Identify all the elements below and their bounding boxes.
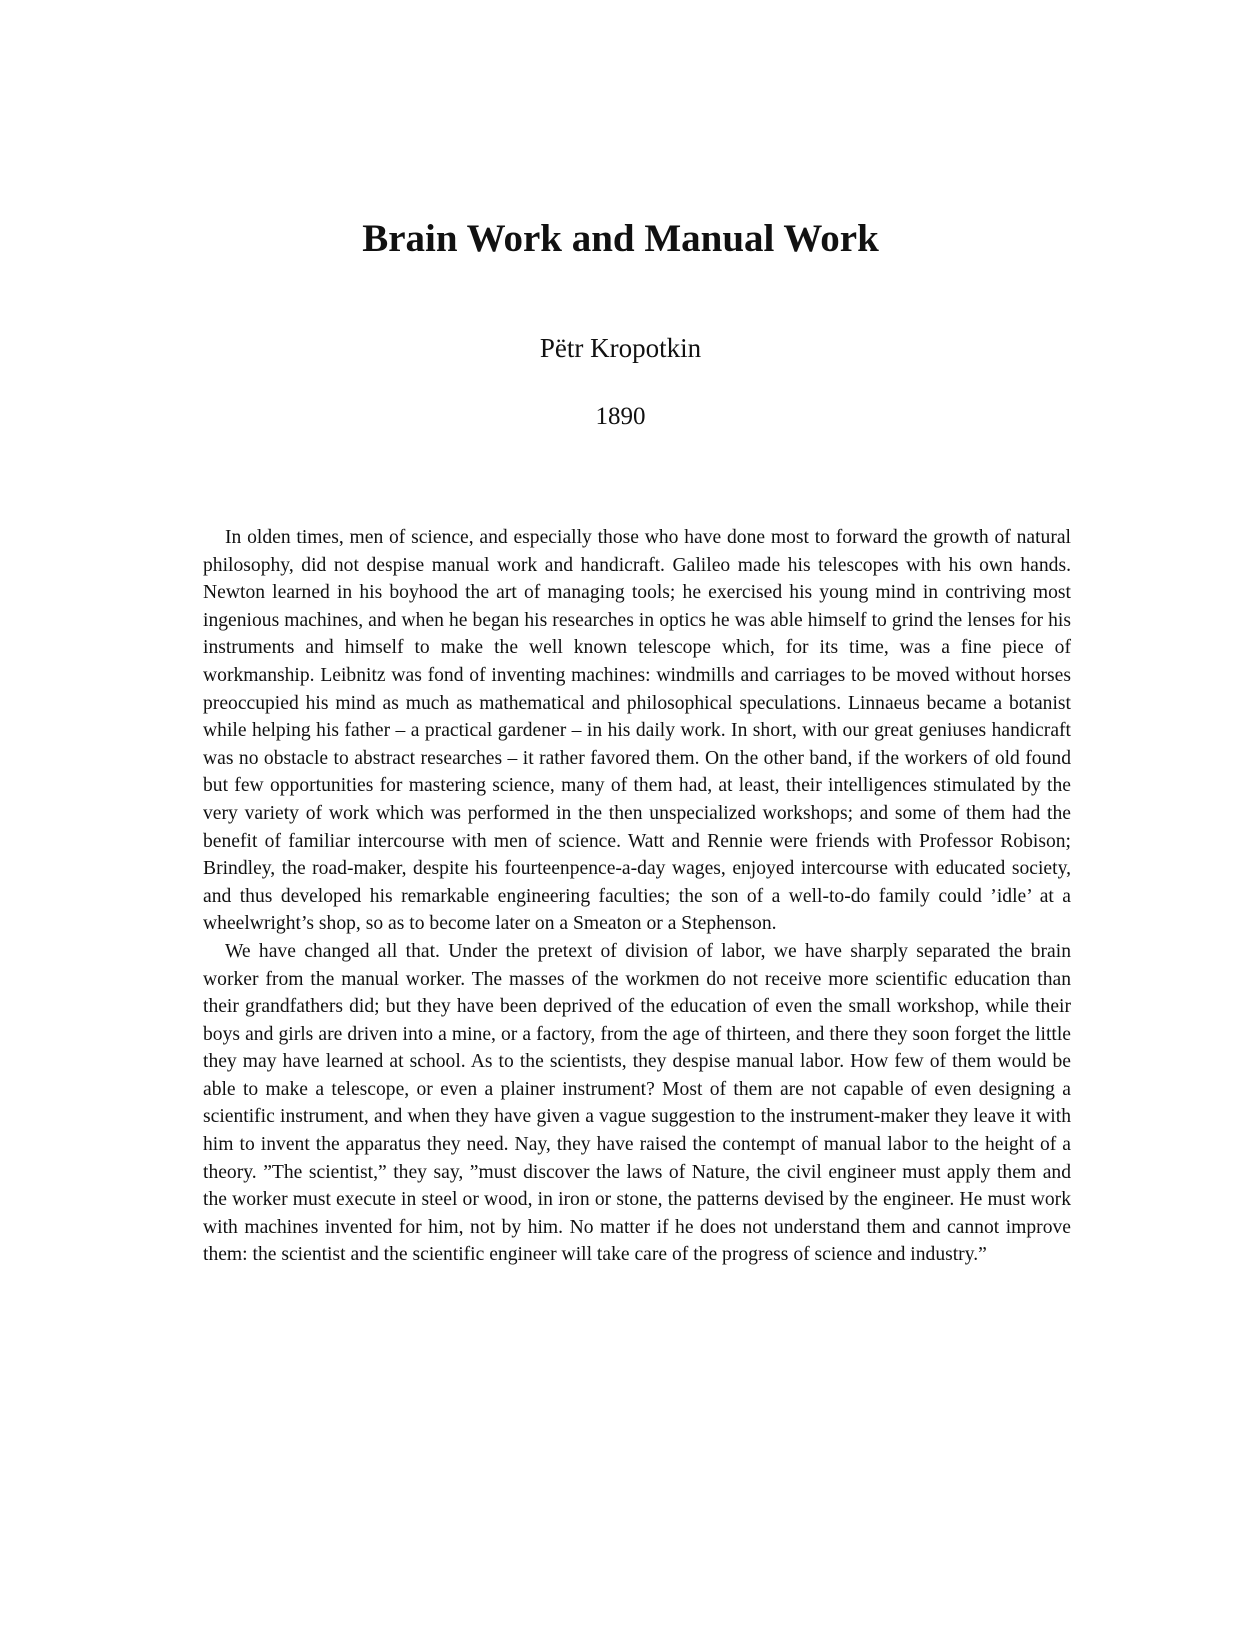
- document-title: Brain Work and Manual Work: [362, 217, 879, 260]
- publication-year: 1890: [595, 403, 646, 430]
- paragraph: We have changed all that. Under the pretext of division of labor, we have sharply separated the brain worker from the manual worker. The masses of the workmen do not receive more scientific education than their grandfathers did; but they have been deprived of the education of even the small workshop, while their boys and girls are driven into a mine, or a factory, from the age of thirteen, and there they soon forget the little they may have learned at school. As to the scientists, they despise manual labor. How few of them would be able to make a telescope, or even a plainer instrument? Most of them are not capable of even designing a scientific instrument, and when they have given a vague suggestion to the instrument-maker they leave it with him to invent the apparatus they need. Nay, they have raised the contempt of manual labor to the height of a theory. ”The scientist,” they say, ”must discover the laws of Nature, the civil engineer must apply them and the worker must execute in steel or wood, in iron or stone, the patterns devised by the engineer. He must work with machines invented for him, not by him. No matter if he does not understand them and cannot improve them: the scientist and the scientific engineer will take care of the progress of science and industry.”: [203, 940, 1071, 1266]
- author-name: Pëtr Kropotkin: [539, 333, 702, 363]
- paragraph: In olden times, men of science, and especially those who have done most to forward the growth of natural philosophy, did not despise manual work and handicraft. Galileo made his telescopes with his own hands. Newton learned in his boyhood the art of managing tools; he exercised his young mind in contriving most ingenious machines, and when he began his researches in optics he was able himself to grind the lenses for his instruments and himself to make the well known telescope which, for its time, was a fine piece of workmanship. Leibnitz was fond of inventing machines: windmills and carriages to be moved without horses preoccupied his mind as much as mathematical and philosophical speculations. Linnaeus became a botanist while helping his father – a practical gardener – in his daily work. In short, with our great geniuses handicraft was no obstacle to abstract researches – it rather favored them. On the other band, if the workers of old found but few opportunities for mastering science, many of them had, at least, their intelligences stimulated by the very variety of work which was performed in the then unspecialized workshops; and some of them had the benefit of familiar intercourse with men of science. Watt and Rennie were friends with Professor Robison; Brindley, the road-maker, despite his fourteenpence-a-day wages, enjoyed intercourse with educated society, and thus developed his remarkable engineering faculties; the son of a well-to-do family could ’idle’ at a wheelwright’s shop, so as to become later on a Smeaton or a Stephenson.: [203, 527, 1071, 935]
- body-text: [203, 524, 1071, 1269]
